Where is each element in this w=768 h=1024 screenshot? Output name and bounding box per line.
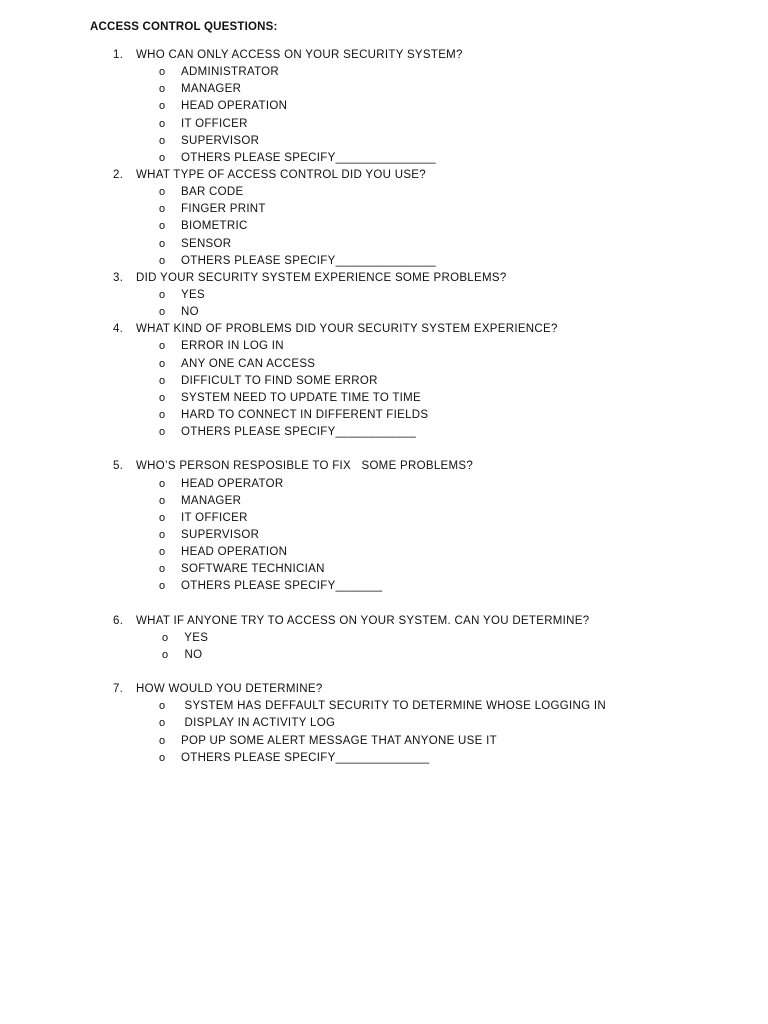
option-label: DISPLAY IN ACTIVITY LOG xyxy=(181,717,336,730)
option-item[interactable] xyxy=(0,356,768,373)
question-text: HOW WOULD YOU DETERMINE? xyxy=(136,683,323,696)
bullet-icon: o xyxy=(159,408,166,421)
option-item[interactable] xyxy=(0,116,768,133)
bullet-icon: o xyxy=(159,357,166,370)
question-text: WHAT IF ANYONE TRY TO ACCESS ON YOUR SYSTEM. CAN YOU DETERMINE? xyxy=(136,614,590,627)
option-item[interactable] xyxy=(0,424,768,441)
option-label: DIFFICULT TO FIND SOME ERROR xyxy=(181,374,378,387)
question-3 xyxy=(0,270,768,287)
option-item[interactable] xyxy=(0,201,768,218)
option-item[interactable] xyxy=(0,373,768,390)
bullet-icon: o xyxy=(159,306,166,319)
option-label: SYSTEM NEED TO UPDATE TIME TO TIME xyxy=(181,391,422,404)
option-item[interactable] xyxy=(0,544,768,561)
option-label: OTHERS PLEASE SPECIFY____________ xyxy=(181,426,416,439)
option-item[interactable] xyxy=(0,510,768,527)
question-number: 1. xyxy=(113,49,124,61)
option-item[interactable] xyxy=(0,218,768,235)
question-text: DID YOUR SECURITY SYSTEM EXPERIENCE SOME PROBLEMS? xyxy=(136,271,507,284)
option-item[interactable] xyxy=(0,733,768,750)
bullet-icon: o xyxy=(159,477,166,490)
question-number: 6. xyxy=(113,614,124,627)
option-label: IT OFFICER xyxy=(181,511,248,524)
option-label: YES xyxy=(181,288,205,301)
question-text: WHAT TYPE OF ACCESS CONTROL DID YOU USE? xyxy=(136,168,426,181)
option-item[interactable] xyxy=(0,476,768,493)
bullet-icon: o xyxy=(159,494,166,507)
option-label: OTHERS PLEASE SPECIFY_______________ xyxy=(181,254,437,267)
bullet-icon: o xyxy=(159,563,166,576)
option-item[interactable] xyxy=(0,338,768,355)
option-item[interactable] xyxy=(0,407,768,424)
bullet-icon: o xyxy=(159,117,166,130)
question-number: 4. xyxy=(113,323,124,336)
option-label: HEAD OPERATION xyxy=(181,546,288,559)
blank-line xyxy=(0,441,768,458)
bullet-icon: o xyxy=(159,374,166,387)
question-number: 7. xyxy=(113,683,124,696)
question-list xyxy=(0,47,768,767)
option-label: OTHERS PLEASE SPECIFY_______________ xyxy=(181,151,437,164)
question-number: 5. xyxy=(113,460,124,473)
option-label: NO xyxy=(181,648,203,661)
option-item[interactable] xyxy=(0,236,768,253)
bullet-icon: o xyxy=(159,220,166,233)
option-item[interactable] xyxy=(0,133,768,150)
question-number: 3. xyxy=(113,271,124,284)
option-label: HEAD OPERATOR xyxy=(181,477,284,490)
bullet-icon: o xyxy=(159,528,166,541)
bullet-icon: o xyxy=(159,254,166,267)
bullet-icon: o xyxy=(159,134,166,147)
option-label: FINGER PRINT xyxy=(181,203,266,216)
bullet-icon: o xyxy=(159,237,166,250)
question-2 xyxy=(0,167,768,184)
option-label: BAR CODE xyxy=(181,186,244,199)
bullet-icon: o xyxy=(159,100,166,113)
bullet-icon: o xyxy=(159,391,166,404)
option-label: POP UP SOME ALERT MESSAGE THAT ANYONE USE IT xyxy=(181,734,497,747)
blank-line xyxy=(0,596,768,613)
option-item[interactable] xyxy=(0,150,768,167)
option-label: SOFTWARE TECHNICIAN xyxy=(181,563,325,576)
question-7 xyxy=(0,681,768,698)
bullet-icon: o xyxy=(159,186,166,199)
option-item[interactable] xyxy=(0,561,768,578)
bullet-icon: o xyxy=(159,511,166,524)
option-label: SYSTEM HAS DEFFAULT SECURITY TO DETERMINE WHOSE LOGGING IN xyxy=(181,700,606,713)
option-label: NO xyxy=(181,306,199,319)
document-title: ACCESS CONTROL QUESTIONS: xyxy=(90,21,278,33)
option-item[interactable] xyxy=(0,64,768,81)
option-label: HARD TO CONNECT IN DIFFERENT FIELDS xyxy=(181,408,429,421)
option-item[interactable] xyxy=(0,184,768,201)
option-label: YES xyxy=(181,631,209,644)
option-label: MANAGER xyxy=(181,494,242,507)
bullet-icon: o xyxy=(159,340,166,353)
option-label: OTHERS PLEASE SPECIFY______________ xyxy=(181,751,430,764)
question-6 xyxy=(0,613,768,630)
option-label: ANY ONE CAN ACCESS xyxy=(181,357,316,370)
option-item[interactable] xyxy=(0,287,768,304)
option-label: MANAGER xyxy=(181,83,242,96)
option-label: SUPERVISOR xyxy=(181,528,260,541)
bullet-icon: o xyxy=(159,83,166,96)
option-label: IT OFFICER xyxy=(181,117,248,130)
bullet-icon: o xyxy=(159,751,166,764)
bullet-icon: o xyxy=(159,288,166,301)
option-label: OTHERS PLEASE SPECIFY_______ xyxy=(181,580,383,593)
question-4 xyxy=(0,321,768,338)
bullet-icon: o xyxy=(159,546,166,559)
option-item[interactable] xyxy=(0,81,768,98)
option-item[interactable] xyxy=(0,527,768,544)
option-item[interactable] xyxy=(0,698,768,715)
blank-line xyxy=(0,664,768,681)
option-item[interactable] xyxy=(0,390,768,407)
bullet-icon: o xyxy=(159,717,166,730)
option-item[interactable] xyxy=(0,647,768,664)
question-number: 2. xyxy=(113,168,124,181)
bullet-icon: o xyxy=(159,151,166,164)
option-item[interactable] xyxy=(0,715,768,732)
option-item[interactable] xyxy=(0,493,768,510)
option-label: ERROR IN LOG IN xyxy=(181,340,284,353)
option-item[interactable] xyxy=(0,630,768,647)
question-1 xyxy=(0,47,768,64)
option-item[interactable] xyxy=(0,98,768,115)
bullet-icon: o xyxy=(159,66,166,79)
bullet-icon: o xyxy=(159,734,166,747)
option-item[interactable] xyxy=(0,304,768,321)
option-item[interactable] xyxy=(0,750,768,767)
option-item[interactable] xyxy=(0,253,768,270)
bullet-icon: o xyxy=(159,203,166,216)
question-text: WHAT KIND OF PROBLEMS DID YOUR SECURITY SYSTEM EXPERIENCE? xyxy=(136,323,558,336)
bullet-icon: o xyxy=(162,648,169,661)
option-item[interactable] xyxy=(0,578,768,595)
option-label: BIOMETRIC xyxy=(181,220,248,233)
question-text: WHO CAN ONLY ACCESS ON YOUR SECURITY SYSTEM? xyxy=(136,49,463,61)
bullet-icon: o xyxy=(162,631,169,644)
option-label: ADMINISTRATOR xyxy=(181,66,280,79)
bullet-icon: o xyxy=(159,426,166,439)
option-label: SUPERVISOR xyxy=(181,134,260,147)
bullet-icon: o xyxy=(159,700,166,713)
question-text: WHO’S PERSON RESPOSIBLE TO FIX SOME PROBLEMS? xyxy=(136,460,474,473)
question-5 xyxy=(0,458,768,475)
option-label: SENSOR xyxy=(181,237,232,250)
option-label: HEAD OPERATION xyxy=(181,100,288,113)
bullet-icon: o xyxy=(159,580,166,593)
